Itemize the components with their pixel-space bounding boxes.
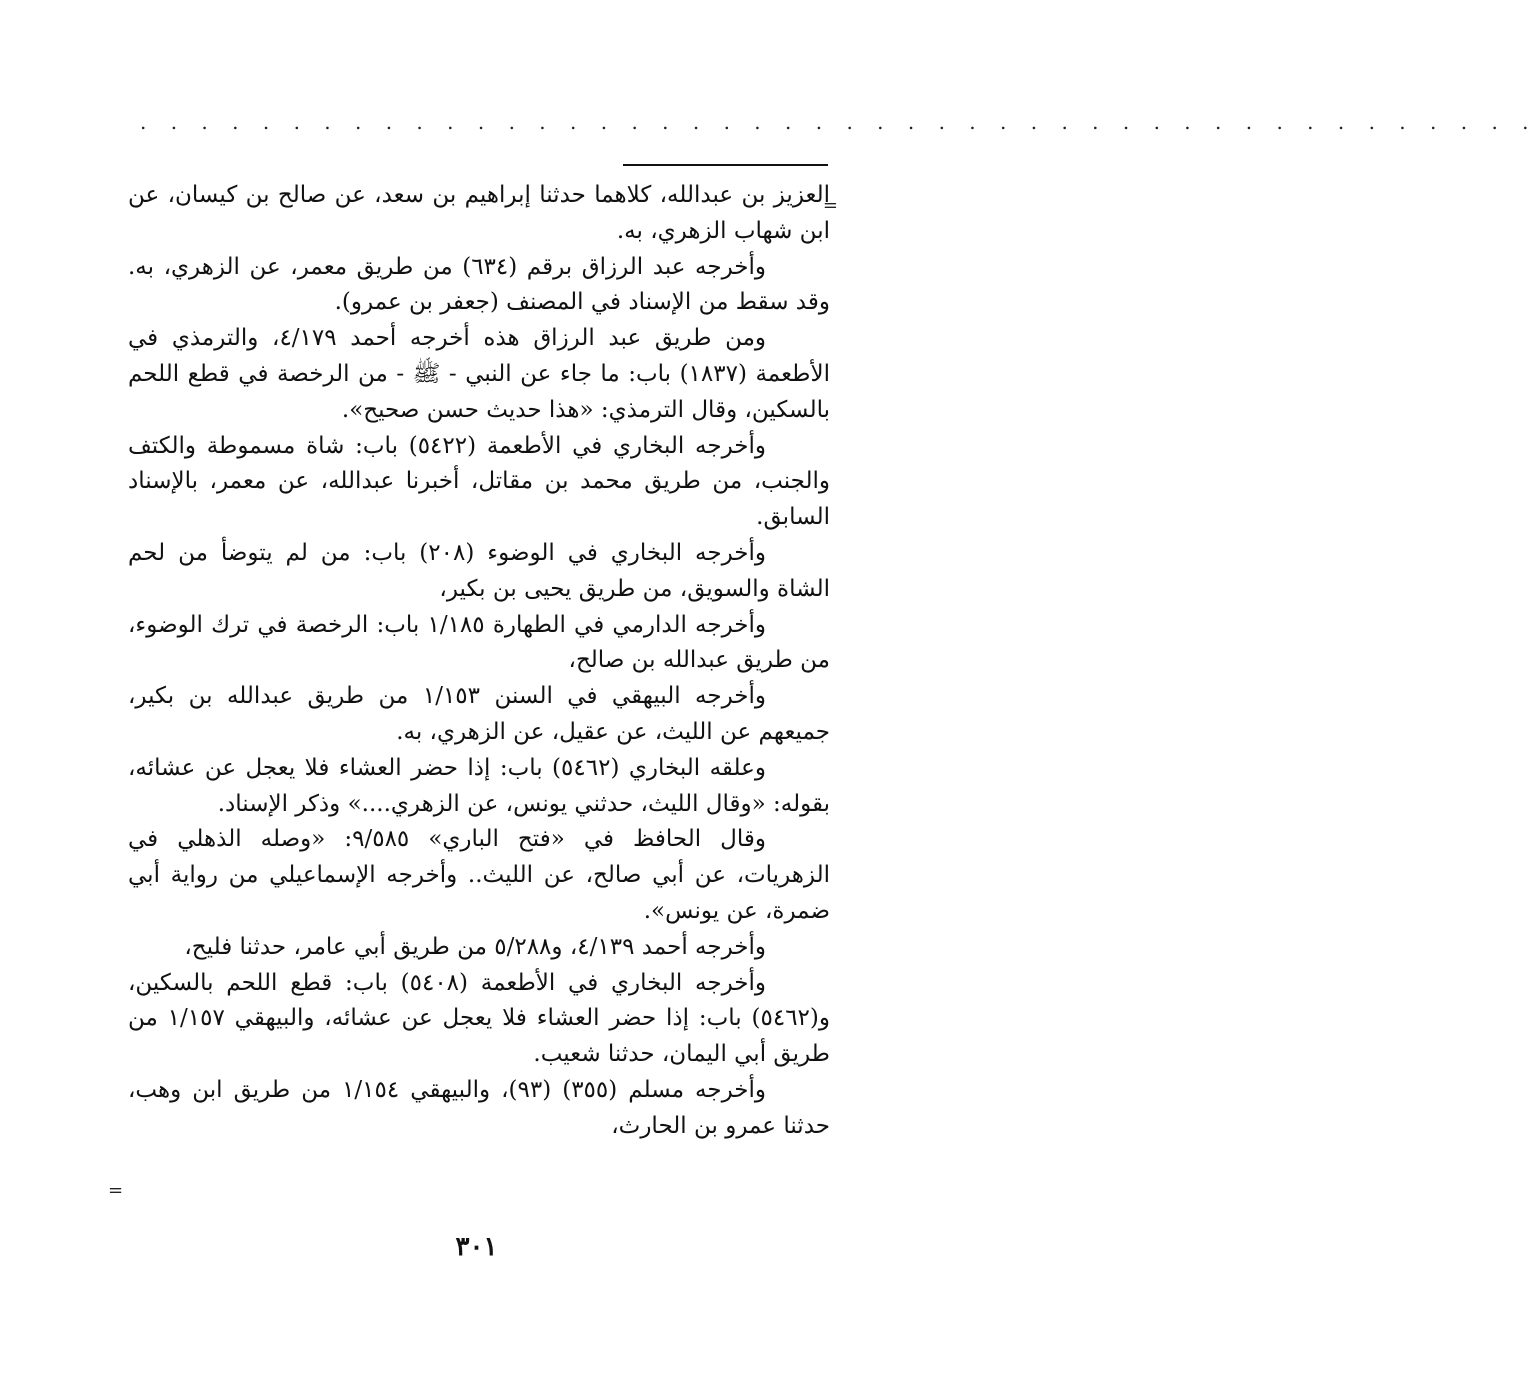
footnote-paragraph: وأخرجه مسلم (٣٥٥) (٩٣)، والبيهقي ١/١٥٤ من طريق ابن وهب، حدثنا عمرو بن الحارث، — [128, 1076, 830, 1139]
footnote-paragraph: وقال الحافظ في «فتح الباري» ٩/٥٨٥: «وصله الذهلي في الزهريات، عن أبي صالح، عن الليث.. وأخرجه الإسماعيلي من رواية أبي ضمرة، عن يونس». — [128, 826, 830, 924]
page-number: ٣٠١ — [455, 1232, 498, 1262]
dotted-separator: . . . . . . . . . . . . . . . . . . . . . . . . . . . . . . . . . . . . . . . . . . . . . . — [140, 110, 1538, 134]
continuation-mark-end: = — [108, 1180, 124, 1201]
footnote-paragraph: وأخرجه الدارمي في الطهارة ١/١٨٥ باب: الرخصة في ترك الوضوء، من طريق عبدالله بن صالح، — [128, 611, 830, 674]
footnote-paragraph: وأخرجه البيهقي في السنن ١/١٥٣ من طريق عبدالله بن بكير، جميعهم عن الليث، عن عقيل، عن الزهري، به. — [128, 683, 830, 745]
footnote-paragraph: وأخرجه البخاري في الأطعمة (٥٤٠٨) باب: قطع اللحم بالسكين، و(٥٤٦٢) باب: إذا حضر العشاء فلا يعجل عن عشائه، والبيهقي ١/١٥٧ من طريق أبي اليمان، حدثنا شعيب. — [128, 969, 831, 1068]
continuation-mark-start: = — [822, 195, 838, 216]
footnotes-block — [128, 178, 830, 1145]
footnote-paragraph: وأخرجه عبد الرزاق برقم (٦٣٤) من طريق معمر، عن الزهري، به. وقد سقط من الإسناد في المصنف (جعفر بن عمرو). — [128, 253, 830, 316]
footnote-paragraph: وأخرجه البخاري في الوضوء (٢٠٨) باب: من لم يتوضأ من لحم الشاة والسويق، من طريق يحيى بن بكير، — [128, 539, 830, 602]
footnote-paragraph: وأخرجه البخاري في الأطعمة (٥٤٢٢) باب: شاة مسموطة والكتف والجنب، من طريق محمد بن مقاتل، أخبرنا عبدالله، عن معمر، بالإسناد السابق. — [128, 432, 830, 531]
footnote-paragraph: العزيز بن عبدالله، كلاهما حدثنا إبراهيم بن سعد، عن صالح بن كيسان، عن ابن شهاب الزهري، به. — [128, 182, 830, 244]
footnote-paragraph: وأخرجه أحمد ٤/١٣٩، و٥/٢٨٨ من طريق أبي عامر، حدثنا فليح، — [184, 933, 766, 960]
footnote-rule — [623, 164, 828, 166]
footnote-paragraph: ومن طريق عبد الرزاق هذه أخرجه أحمد ٤/١٧٩، والترمذي في الأطعمة (١٨٣٧) باب: ما جاء عن النبي - ﷺ - من الرخصة في قطع اللحم بالسكين، وقال الترمذي: «هذا حديث حسن صحيح». — [128, 325, 830, 423]
footnote-paragraph: وعلقه البخاري (٥٤٦٢) باب: إذا حضر العشاء فلا يعجل عن عشائه، بقوله: «وقال الليث، حدثني يونس، عن الزهري....» وذكر الإسناد. — [128, 754, 830, 817]
